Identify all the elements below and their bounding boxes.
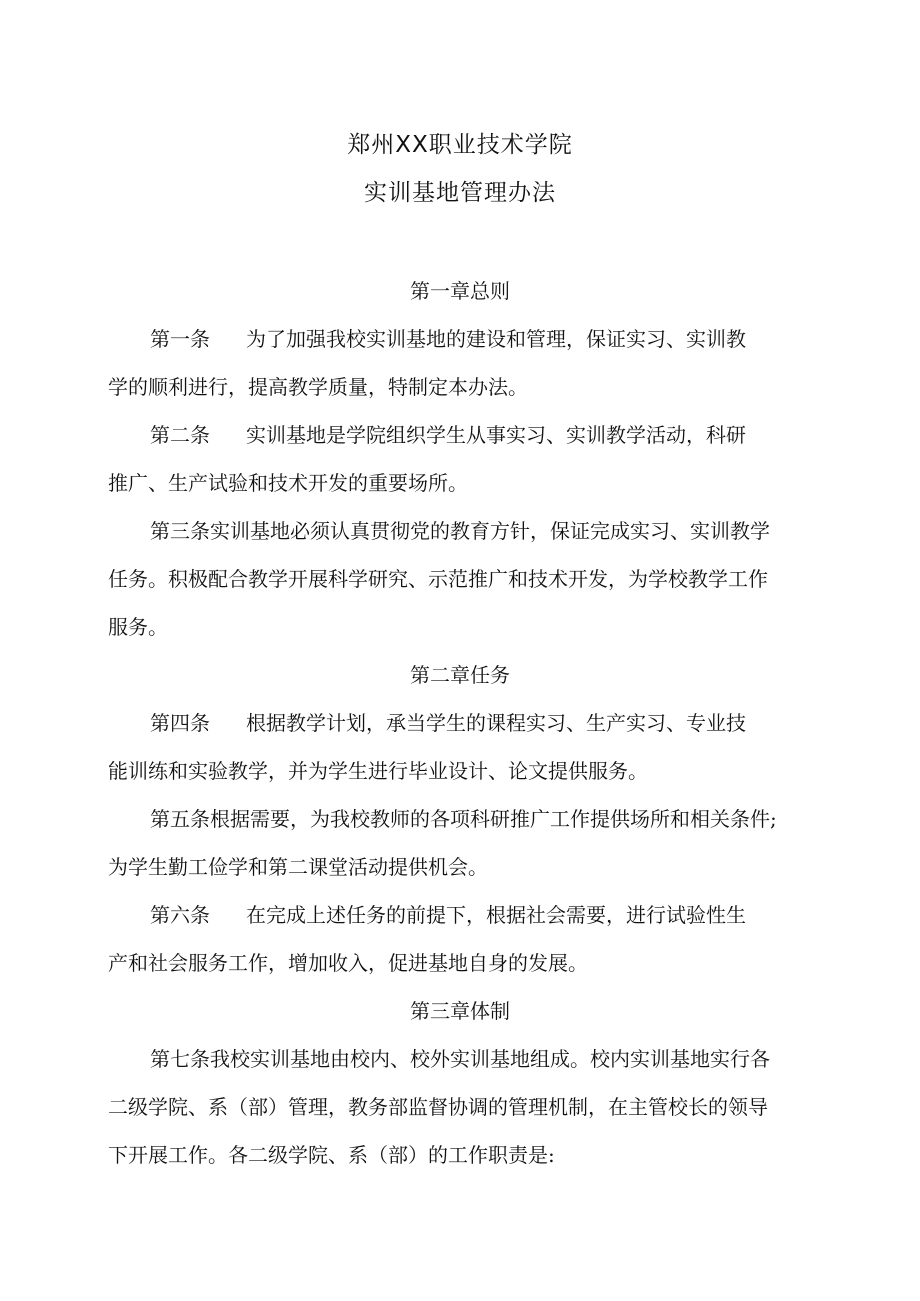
- article-4-text: 根据教学计划，承当学生的课程实习、生产实习、专业技: [246, 711, 746, 735]
- article-6-line-2: 产和社会服务工作，增加收入，促进基地自身的发展。: [108, 951, 588, 975]
- article-1-text: 为了加强我校实训基地的建设和管理，保证实习、实训教: [246, 327, 746, 351]
- article-4-line-2: 能训练和实验教学，并为学生进行毕业设计、论文提供服务。: [108, 759, 648, 783]
- article-2-line-2: 推广、生产试验和技术开发的重要场所。: [108, 471, 468, 495]
- article-6-text: 在完成上述任务的前提下，根据社会需要，进行试验性生: [246, 903, 746, 927]
- article-4-line-1: [150, 707, 746, 736]
- article-5-line-2: 为学生勤工俭学和第二课堂活动提供机会。: [108, 855, 488, 879]
- article-5-line-1: 第五条根据需要，为我校教师的各项科研推广工作提供场所和相关条件;: [150, 807, 777, 831]
- article-7-line-2: 二级学院、系（部）管理，教务部监督协调的管理机制，在主管校长的领导: [108, 1095, 768, 1119]
- article-3-line-1: 第三条实训基地必须认真贯彻党的教育方针，保证完成实习、实训教学: [150, 519, 770, 543]
- document-subtitle: 实训基地管理办法: [364, 180, 556, 206]
- chapter-2-heading: 第二章任务: [410, 663, 510, 687]
- document-title: 郑州XX职业技术学院: [347, 132, 573, 158]
- article-1-line-1: [150, 323, 746, 352]
- article-4-label: 第四条: [150, 711, 210, 735]
- article-2-label: 第二条: [150, 423, 210, 447]
- article-2-text: 实训基地是学院组织学生从事实习、实训教学活动，科研: [246, 423, 746, 447]
- chapter-3-heading: 第三章体制: [410, 999, 510, 1023]
- article-1-line-2: 学的顺利进行，提高教学质量，特制定本办法。: [108, 375, 528, 399]
- article-7-line-1: 第七条我校实训基地由校内、校外实训基地组成。校内实训基地实行各: [150, 1047, 770, 1071]
- article-1-label: 第一条: [150, 327, 210, 351]
- article-3-line-3: 服务。: [108, 615, 168, 639]
- article-7-line-3: 下开展工作。各二级学院、系（部）的工作职责是:: [108, 1143, 555, 1167]
- article-6-line-1: [150, 899, 746, 928]
- chapter-1-heading: 第一章总则: [410, 279, 510, 303]
- article-3-line-2: 任务。积极配合教学开展科学研究、示范推广和技术开发，为学校教学工作: [108, 567, 768, 591]
- article-2-line-1: [150, 419, 746, 448]
- article-6-label: 第六条: [150, 903, 210, 927]
